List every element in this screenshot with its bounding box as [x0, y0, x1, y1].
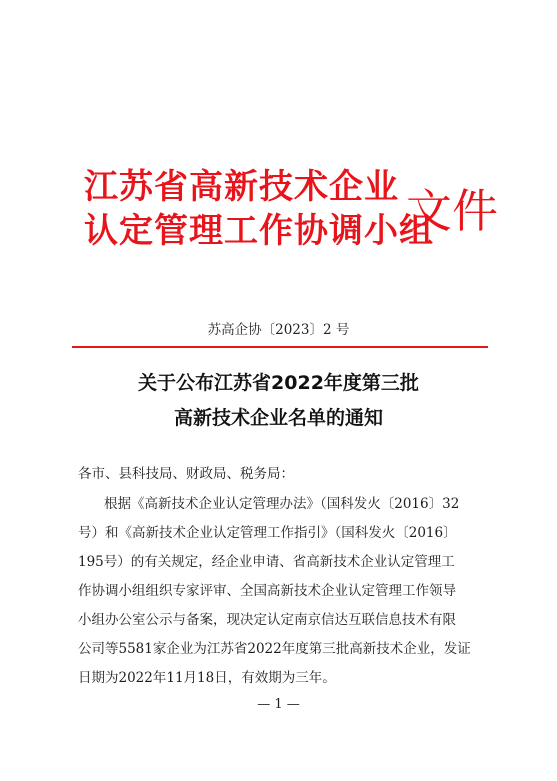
salutation: 各市、县科技局、财政局、税务局： — [78, 466, 294, 482]
body-line: 公司等5581家企业为江苏省2022年度第三批高新技术企业，发证 — [78, 641, 471, 657]
masthead-line-2: 认定管理工作协调小组 — [84, 211, 434, 251]
red-masthead — [84, 167, 498, 254]
red-divider-line — [72, 346, 488, 348]
body-line: 小组办公室公示与备案，现决定认定南京信达互联信息技术有限 — [78, 612, 456, 628]
body-line: 作协调小组组织专家评审、全国高新技术企业认定管理工作领导 — [78, 583, 456, 599]
body-line: 195号）的有关规定，经企业申请、省高新技术企业认定管理工 — [78, 554, 455, 570]
document-number: 苏高企协〔2023〕2 号 — [207, 322, 350, 338]
masthead-document-word: 文件 — [406, 184, 498, 238]
page-number: — 1 — — [257, 697, 300, 712]
notice-title-line-2: 高新技术企业名单的通知 — [173, 407, 383, 429]
notice-title-line-1: 关于公布江苏省2022年度第三批 — [138, 372, 419, 394]
body-line: 根据《高新技术企业认定管理办法》（国科发火〔2016〕32 — [104, 496, 460, 512]
body-line: 号）和《高新技术企业认定管理工作指引》（国科发火〔2016〕 — [78, 525, 457, 541]
body-line: 日期为2022年11月18日，有效期为三年。 — [78, 670, 336, 686]
masthead-line-1: 江苏省高新技术企业 — [84, 167, 399, 207]
